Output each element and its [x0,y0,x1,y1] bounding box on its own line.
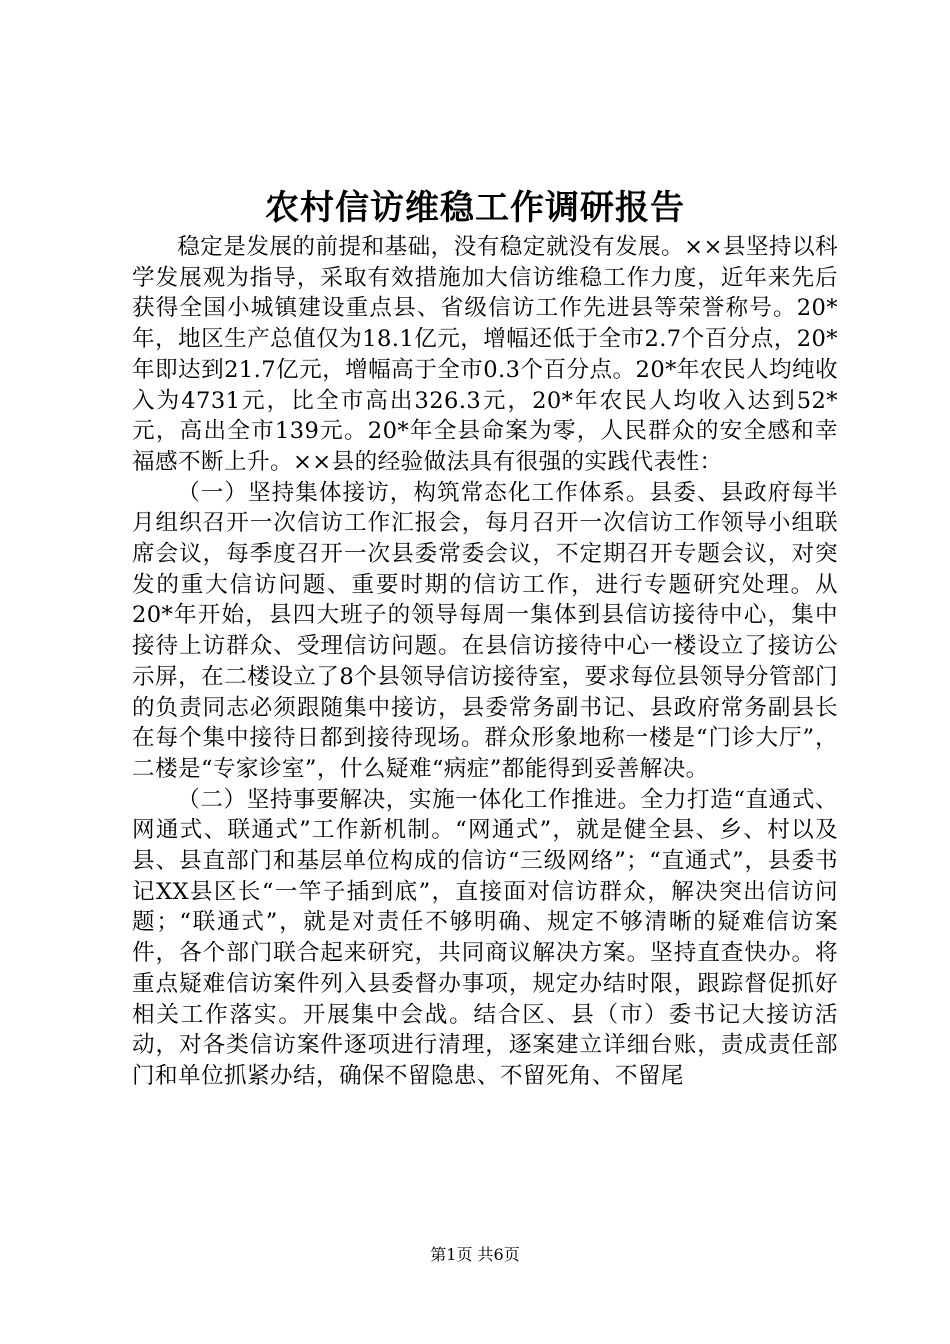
paragraph-intro: 稳定是发展的前提和基础，没有稳定就没有发展。××县坚持以科学发展观为指导，采取有效措施加大信访维稳工作力度，近年来先后获得全国小城镇建设重点县、省级信访工作先进县等荣誉称号。20*年，地区生产总值仅为18.1亿元，增幅还低于全市2.7个百分点，20*年即达到21.7亿元，增幅高于全市0.3个百分点。20*年农民人均纯收入为4731元，比全市高出326.3元，20*年农民人均收入达到52*元，高出全市139元。20*年全县命案为零，人民群众的安全感和幸福感不断上升。××县的经验做法具有很强的实践代表性： [132,234,838,475]
paragraph-section-2: （二）坚持事要解决，实施一体化工作推进。全力打造“直通式、网通式、联通式”工作新机制。“网通式”，就是健全县、乡、村以及县、县直部门和基层单位构成的信访“三级网络”；“直通式”，县委书记XX县区长“一竿子插到底”，直接面对信访群众，解决突出信访问题；“联通式”，就是对责任不够明确、规定不够清晰的疑难信访案件，各个部门联合起来研究，共同商议解决方案。坚持直查快办。将重点疑难信访案件列入县委督办事项，规定办结时限，跟踪督促抓好相关工作落实。开展集中会战。结合区、县（市）委书记大接访活动，对各类信访案件逐项进行清理，逐案建立详细台账，责成责任部门和单位抓紧办结，确保不留隐患、不留死角、不留尾 [132,786,838,1089]
document-title: 农村信访维稳工作调研报告 [265,188,685,228]
paragraph-section-1: （一）坚持集体接访，构筑常态化工作体系。县委、县政府每半月组织召开一次信访工作汇报会，每月召开一次信访工作领导小组联席会议，每季度召开一次县委常委会议，不定期召开专题会议，对突发的重大信访问题、重要时期的信访工作，进行专题研究处理。从20*年开始，县四大班子的领导每周一集体到县信访接待中心，集中接待上访群众、受理信访问题。在县信访接待中心一楼设立了接访公示屏，在二楼设立了8个县领导信访接待室，要求每位县领导分管部门的负责同志必须跟随集中接访，县委常务副书记、县政府常务副县长在每个集中接待日都到接待现场。群众形象地称一楼是“门诊大厅”，二楼是“专家诊室”，什么疑难“病症”都能得到妥善解决。 [132,479,838,782]
page-footer: 第1页 共6页 [430,1245,520,1264]
document-body [132,232,838,1092]
